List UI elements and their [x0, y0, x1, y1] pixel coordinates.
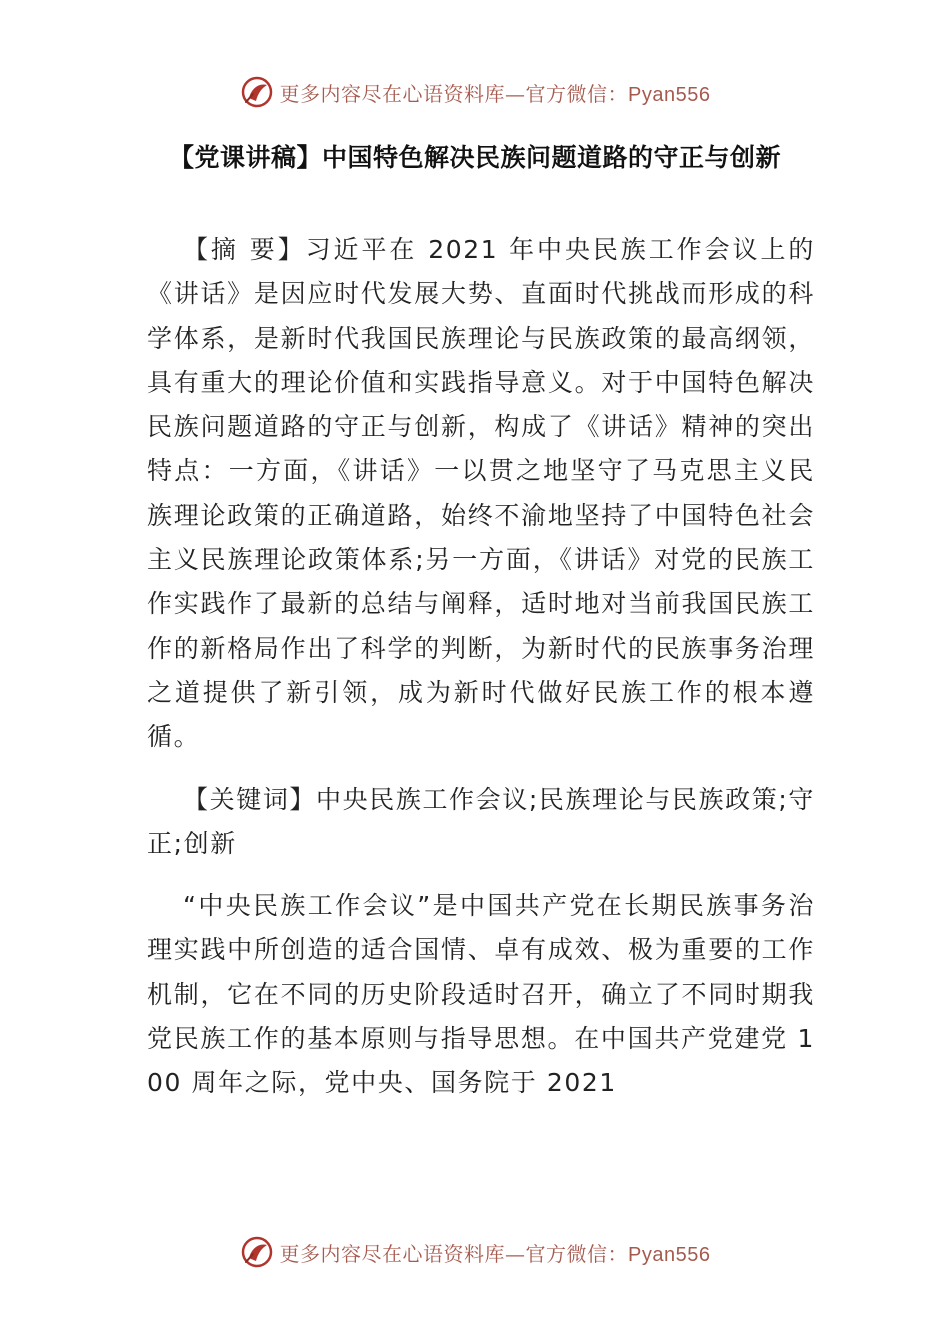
footer-wechat-id: Pyan556 — [628, 1243, 711, 1266]
keywords-section — [147, 778, 815, 867]
abstract-paragraph: 【摘 要】习近平在 2021 年中央民族工作会议上的《讲话》是因应时代发展大势、直面时代挑战而形成的科学体系，是新时代我国民族理论与民族政策的最高纲领，具有重大的理论价值和实践指导意义。对于中国特色解决民族问题道路的守正与创新，构成了《讲话》精神的突出特点：一方面，《讲话》一以贯之地坚守了马克思主义民族理论政策的正确道路，始终不渝地坚持了中国特色社会主义民族理论政策体系;另一方面，《讲话》对党的民族工作实践作了最新的总结与阐释，适时地对当前我国民族工作的新格局作出了科学的判断，为新时代的民族事务治理之道提供了新引领，成为新时代做好民族工作的根本遵循。 — [147, 235, 815, 752]
document-title: 【党课讲稿】中国特色解决民族问题道路的守正与创新 — [168, 143, 781, 172]
header-banner-text: 更多内容尽在心语资料库—官方微信：Pyan556 — [279, 81, 711, 106]
footer-banner — [0, 1230, 950, 1274]
body-paragraph: “中央民族工作会议”是中国共产党在长期民族事务治理实践中所创造的适合国情、卓有成效、极为重要的工作机制，它在不同的历史阶段适时召开，确立了不同时期我党民族工作的基本原则与指导思想。在中国共产党建党 100 周年之际，党中央、国务院于 2021 — [147, 891, 815, 1098]
header-banner — [0, 70, 950, 114]
footer-banner-text: 更多内容尽在心语资料库—官方微信：Pyan556 — [279, 1241, 711, 1266]
brand-logo-icon — [240, 75, 274, 109]
keywords-paragraph: 【关键词】中央民族工作会议;民族理论与民族政策;守正;创新 — [147, 785, 815, 859]
abstract-section — [147, 228, 815, 760]
body-section — [147, 884, 815, 1105]
header-wechat-id: Pyan556 — [628, 83, 711, 106]
brand-logo-icon — [240, 1235, 274, 1269]
